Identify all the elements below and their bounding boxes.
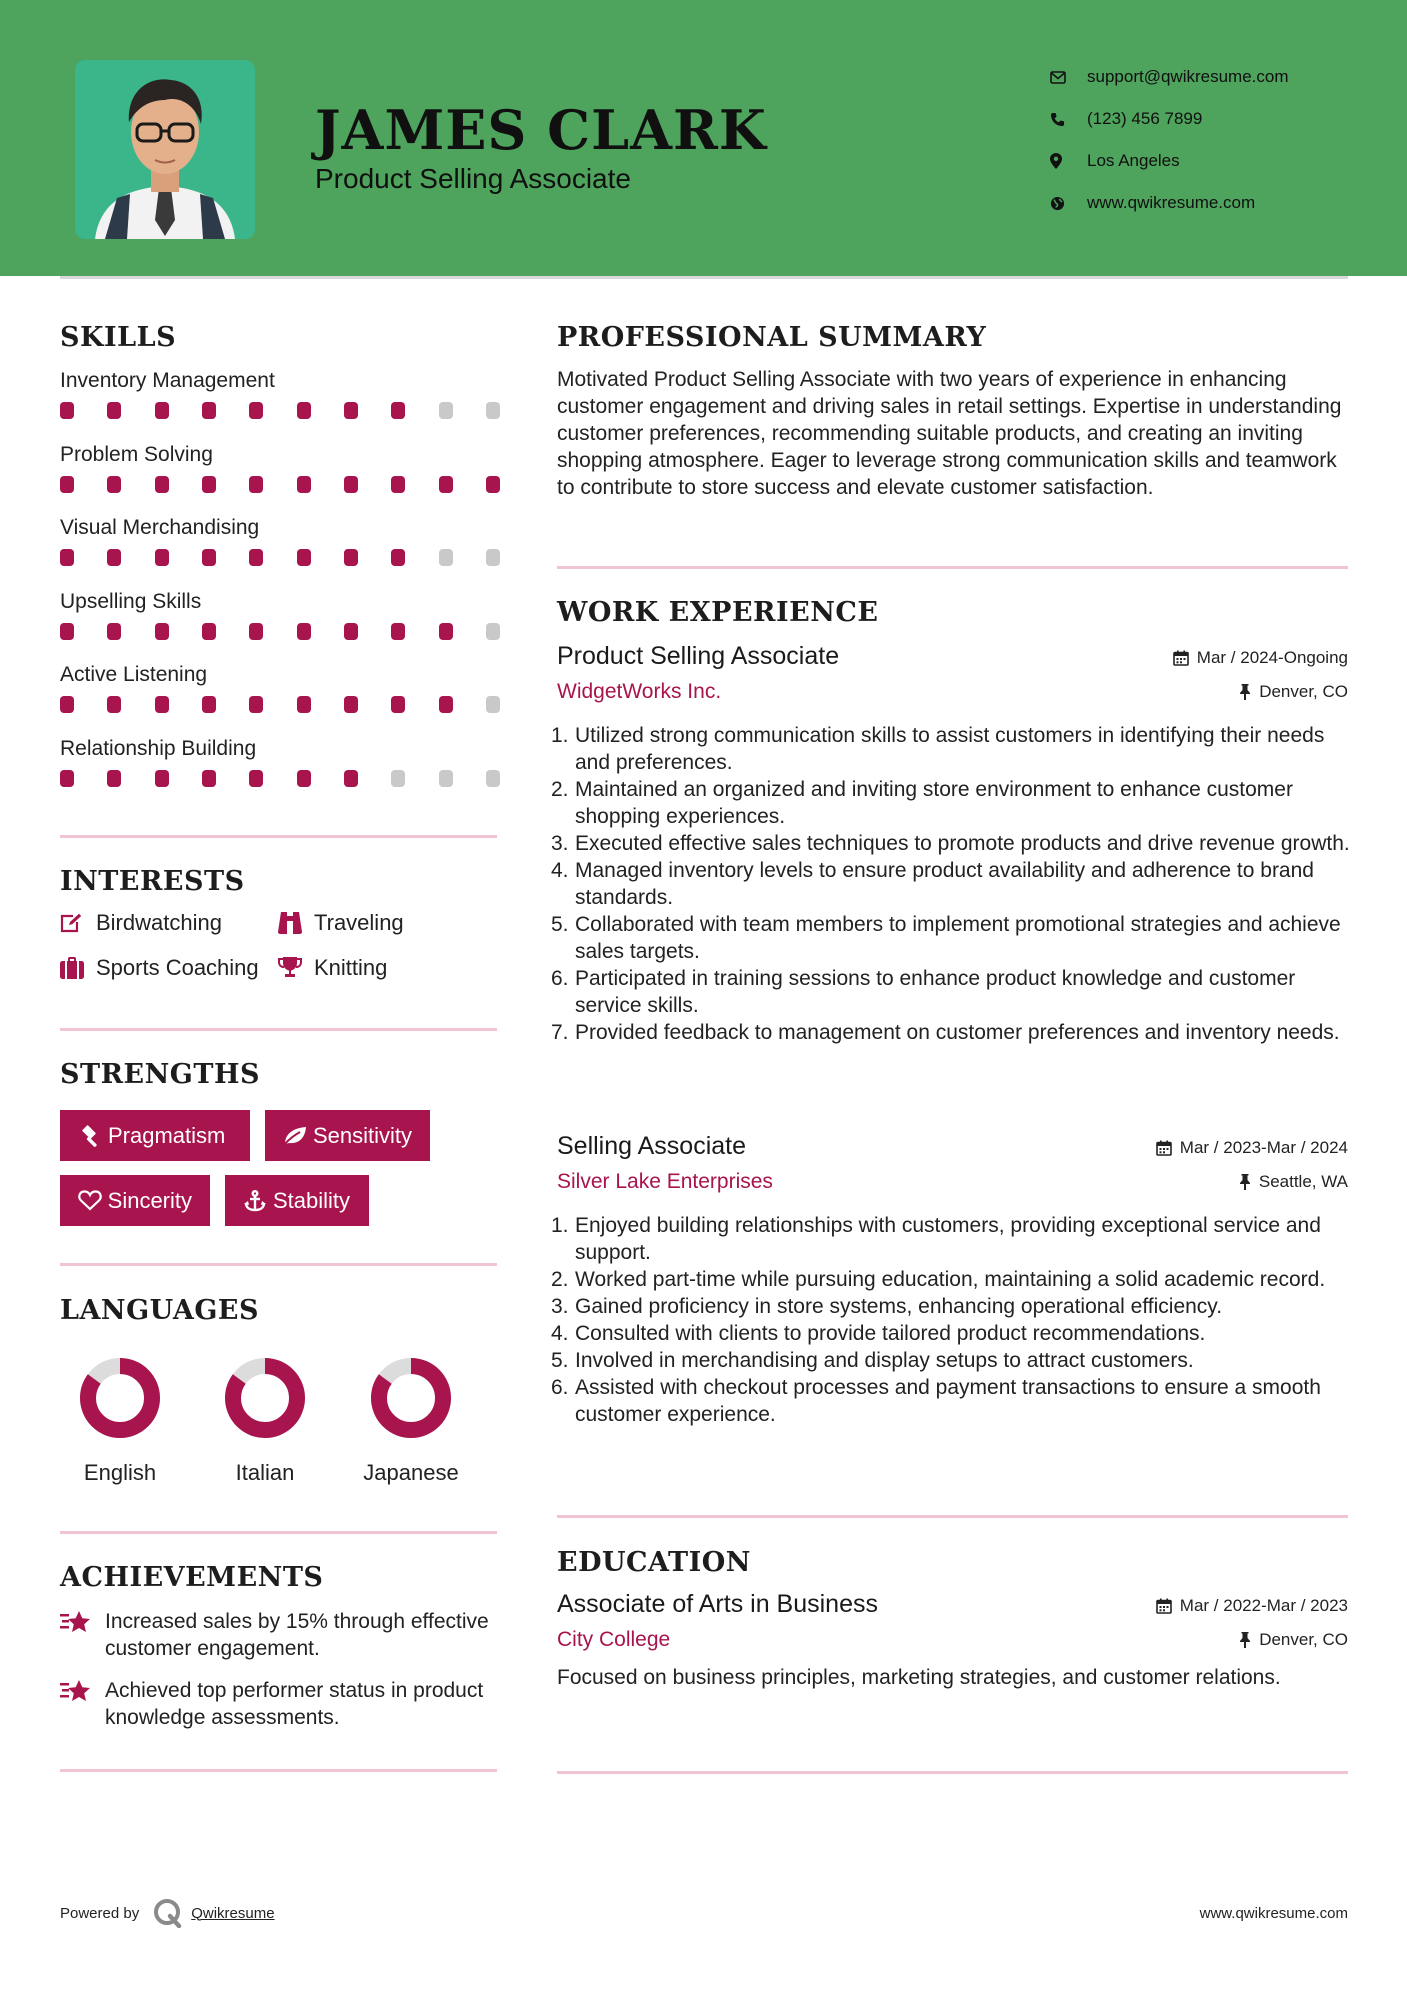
rating-dot: [486, 696, 500, 713]
list-item: 5. Collaborated with team members to implement promotional strategies and achieve sales targets.: [551, 913, 1341, 963]
job-location: [1239, 1172, 1348, 1192]
contact-location: [1050, 140, 1289, 182]
section-divider: [60, 1028, 497, 1031]
rating-dot: [391, 549, 405, 566]
calendar-icon: [1156, 1140, 1172, 1156]
rating-dot: [155, 476, 169, 493]
strength-label: Pragmatism: [108, 1122, 226, 1148]
rating-dot: [344, 476, 358, 493]
job-date-text: Mar / 2024-Ongoing: [1196, 648, 1348, 667]
bullet-text: Worked part-time while pursuing education, maintaining a solid academic record.: [575, 1268, 1326, 1291]
rating-dot: [297, 476, 311, 493]
rating-dot: [202, 696, 216, 713]
rating-dot: [202, 476, 216, 493]
rating-dot: [249, 549, 263, 566]
rating-dot: [155, 402, 169, 419]
rating-dot: [249, 476, 263, 493]
strengths-title: STRENGTHS: [60, 1059, 260, 1090]
star-badge-icon: [60, 1677, 105, 1731]
rating-dot: [60, 623, 74, 640]
trophy-icon: [278, 957, 314, 979]
strength-label: Sensitivity: [312, 1122, 412, 1148]
interest-label: Birdwatching: [96, 910, 222, 935]
interests-title: INTERESTS: [60, 866, 245, 897]
pushpin-icon: [1239, 1174, 1251, 1190]
interest-label: Sports Coaching: [96, 955, 259, 980]
achievement-item: [60, 1677, 500, 1731]
rating-dot: [107, 402, 121, 419]
achievement-text: Achieved top performer status in product knowledge assessments.: [105, 1679, 484, 1729]
list-item: 1. Enjoyed building relationships with customers, providing exceptional service and support.: [551, 1214, 1321, 1264]
languages-title: LANGUAGES: [60, 1295, 259, 1326]
contact-phone-text: (123) 456 7899: [1087, 109, 1203, 128]
resume-header: [0, 0, 1407, 276]
achievements-title: ACHIEVEMENTS: [60, 1562, 324, 1593]
rating-dot: [249, 696, 263, 713]
language-ring: [368, 1355, 454, 1441]
envelope-icon: [1050, 71, 1087, 84]
skill-name: Visual Merchandising: [60, 516, 260, 539]
rating-dot: [155, 770, 169, 787]
pushpin-icon: [1239, 684, 1251, 700]
education-school: City College: [557, 1628, 671, 1651]
job-role: Selling Associate: [557, 1132, 747, 1160]
candidate-name: JAMES CLARK: [315, 98, 767, 162]
bullet-text: Maintained an organized and inviting store environment to enhance customer shopping experiences.: [575, 778, 1293, 828]
interest-item: [60, 955, 259, 981]
job-location: [1239, 682, 1348, 702]
bullet-text: Consulted with clients to provide tailored product recommendations.: [575, 1322, 1206, 1345]
rating-dot: [297, 770, 311, 787]
summary-title: PROFESSIONAL SUMMARY: [557, 322, 987, 353]
section-divider: [557, 566, 1348, 569]
strength-chip: [265, 1110, 430, 1161]
footer-website[interactable]: www.qwikresume.com: [1199, 1905, 1348, 1922]
skill-rating: [60, 696, 500, 713]
interest-label: Knitting: [314, 955, 388, 980]
rating-dot: [107, 696, 121, 713]
rating-dot: [344, 696, 358, 713]
rating-dot: [202, 549, 216, 566]
skill-name: Active Listening: [60, 663, 208, 686]
skill-name: Upselling Skills: [60, 590, 202, 613]
rating-dot: [202, 402, 216, 419]
section-divider: [60, 835, 497, 838]
qwikresume-link[interactable]: Qwikresume: [191, 1904, 275, 1922]
language-item: [195, 1355, 335, 1486]
language-ring: [77, 1355, 163, 1441]
edit-icon: [60, 913, 96, 933]
rating-dot: [297, 549, 311, 566]
rating-dot: [297, 696, 311, 713]
rating-dot: [391, 476, 405, 493]
heart-icon: [72, 1190, 108, 1211]
skill-rating: [60, 549, 500, 566]
education-degree: Associate of Arts in Business: [557, 1590, 878, 1618]
strength-chip: [60, 1175, 210, 1226]
bullet-text: Participated in training sessions to enhance product knowledge and customer service skills.: [575, 967, 1296, 1017]
profile-photo: [75, 60, 255, 239]
list-item: 4. Managed inventory levels to ensure product availability and adherence to brand standards.: [551, 859, 1314, 909]
job-location-text: Seattle, WA: [1258, 1172, 1348, 1191]
leaf-icon: [277, 1126, 313, 1146]
skill-rating: [60, 476, 500, 493]
rating-dot: [202, 623, 216, 640]
job-company: Silver Lake Enterprises: [557, 1170, 773, 1193]
rating-dot: [60, 549, 74, 566]
contact-website-text: www.qwikresume.com: [1087, 193, 1256, 212]
binoculars-icon: [278, 912, 314, 934]
interest-item: [60, 910, 222, 936]
contact-website[interactable]: [1050, 182, 1289, 224]
map-pin-icon: [1050, 153, 1087, 169]
rating-dot: [439, 696, 453, 713]
list-item: 2. Maintained an organized and inviting store environment to enhance customer shopping experiences.: [551, 778, 1293, 828]
skill-item: [60, 734, 500, 787]
star-badge-icon: [60, 1608, 105, 1662]
calendar-icon: [1156, 1598, 1172, 1614]
rating-dot: [439, 476, 453, 493]
calendar-icon: [1173, 650, 1189, 666]
job-bullets: [551, 722, 1352, 1046]
skill-item: [60, 513, 500, 566]
education-location: [1239, 1630, 1348, 1650]
rating-dot: [391, 696, 405, 713]
rating-dot: [60, 770, 74, 787]
rating-dot: [155, 696, 169, 713]
bullet-text: Utilized strong communication skills to assist customers in identifying their needs and preferences.: [575, 724, 1325, 774]
bullet-text: Assisted with checkout processes and payment transactions to ensure a smooth customer experience.: [575, 1376, 1321, 1426]
rating-dot: [391, 623, 405, 640]
rating-dot: [344, 770, 358, 787]
job-bullets: [551, 1212, 1352, 1428]
section-divider: [60, 1263, 497, 1266]
skill-item: [60, 366, 500, 419]
job-date-text: Mar / 2023-Mar / 2024: [1179, 1138, 1348, 1157]
rating-dot: [155, 549, 169, 566]
experience-title: WORK EXPERIENCE: [557, 597, 879, 628]
interest-label: Traveling: [314, 910, 404, 935]
rating-dot: [391, 770, 405, 787]
summary-text: Motivated Product Selling Associate with two years of experience in enhancing customer engagement and driving sales in retail settings. Expertise in understanding customer preferences, recommending suitable products, and creating an inviting shopping atmosphere. Eager to leverage strong communication skills and teamwork to contribute to store success and elevate customer satisfaction.: [557, 368, 1342, 499]
bullet-text: Executed effective sales techniques to promote products and drive revenue growth.: [575, 832, 1350, 855]
bullet-text: Provided feedback to management on customer preferences and inventory needs.: [575, 1021, 1340, 1044]
rating-dot: [60, 696, 74, 713]
section-divider: [557, 1771, 1348, 1774]
list-item: 3. Executed effective sales techniques to promote products and drive revenue growth.: [551, 832, 1350, 855]
rating-dot: [439, 402, 453, 419]
bullet-text: Involved in merchandising and display setups to attract customers.: [575, 1349, 1194, 1372]
skill-item: [60, 440, 500, 493]
rating-dot: [486, 402, 500, 419]
anchor-icon: [237, 1190, 273, 1212]
job-location-text: Denver, CO: [1259, 682, 1348, 701]
rating-dot: [486, 770, 500, 787]
powered-by-text: Powered by: [60, 1904, 140, 1922]
gavel-icon: [72, 1125, 108, 1147]
education-title: EDUCATION: [557, 1547, 751, 1578]
list-item: 3. Gained proficiency in store systems, enhancing operational efficiency.: [551, 1295, 1223, 1318]
bullet-text: Enjoyed building relationships with customers, providing exceptional service and support.: [575, 1214, 1321, 1264]
language-label: English: [83, 1460, 157, 1485]
rating-dot: [486, 476, 500, 493]
rating-dot: [107, 623, 121, 640]
suitcase-icon: [60, 957, 96, 979]
job-date: [1173, 648, 1348, 668]
rating-dot: [297, 402, 311, 419]
rating-dot: [344, 623, 358, 640]
rating-dot: [60, 476, 74, 493]
footer-powered-by: [60, 1898, 275, 1928]
rating-dot: [439, 623, 453, 640]
interest-item: [278, 955, 387, 981]
language-item: [50, 1355, 190, 1486]
rating-dot: [344, 549, 358, 566]
education-description: Focused on business principles, marketing strategies, and customer relations.: [557, 1666, 1281, 1689]
rating-dot: [439, 549, 453, 566]
achievement-item: [60, 1608, 500, 1662]
bullet-text: Managed inventory levels to ensure product availability and adherence to brand standards.: [575, 859, 1314, 909]
language-label: Japanese: [363, 1460, 459, 1485]
skill-name: Problem Solving: [60, 443, 213, 466]
rating-dot: [439, 770, 453, 787]
strength-label: Sincerity: [107, 1187, 192, 1213]
contact-email-text: support@qwikresume.com: [1087, 67, 1289, 86]
job-date: [1156, 1138, 1348, 1158]
rating-dot: [155, 623, 169, 640]
list-item: 2. Worked part-time while pursuing education, maintaining a solid academic record.: [551, 1268, 1326, 1291]
language-ring: [222, 1355, 308, 1441]
list-item: 5. Involved in merchandising and display setups to attract customers.: [551, 1349, 1194, 1372]
list-item: 4. Consulted with clients to provide tailored product recommendations.: [551, 1322, 1206, 1345]
skill-name: Relationship Building: [60, 737, 257, 760]
rating-dot: [344, 402, 358, 419]
contact-location-text: Los Angeles: [1087, 151, 1180, 170]
skill-name: Inventory Management: [60, 369, 275, 392]
header-divider: [60, 276, 1348, 279]
strength-chip: [60, 1110, 250, 1161]
contact-phone[interactable]: [1050, 98, 1289, 140]
list-item: 1. Utilized strong communication skills to assist customers in identifying their needs and preferences.: [551, 724, 1325, 774]
language-label: Italian: [235, 1460, 295, 1485]
job-role: Product Selling Associate: [557, 642, 840, 670]
contact-list: [1050, 56, 1289, 224]
list-item: 6. Assisted with checkout processes and payment transactions to ensure a smooth customer experience.: [551, 1376, 1321, 1426]
section-divider: [60, 1769, 497, 1772]
rating-dot: [297, 623, 311, 640]
rating-dot: [486, 549, 500, 566]
list-item: 6. Participated in training sessions to enhance product knowledge and customer service skills.: [551, 967, 1296, 1017]
section-divider: [557, 1515, 1348, 1518]
candidate-title: Product Selling Associate: [315, 163, 631, 194]
strength-label: Stability: [273, 1187, 351, 1213]
skill-rating: [60, 623, 500, 640]
rating-dot: [391, 402, 405, 419]
contact-email[interactable]: [1050, 56, 1289, 98]
interest-item: [278, 910, 404, 936]
achievement-text: Increased sales by 15% through effective customer engagement.: [105, 1610, 489, 1660]
strength-chip: [225, 1175, 369, 1226]
skills-title: SKILLS: [60, 322, 177, 353]
rating-dot: [107, 476, 121, 493]
rating-dot: [202, 770, 216, 787]
rating-dot: [107, 549, 121, 566]
skill-rating: [60, 402, 500, 419]
skill-rating: [60, 770, 500, 787]
bullet-text: Collaborated with team members to implement promotional strategies and achieve sales targets.: [575, 913, 1341, 963]
qwikresume-logo-icon: [153, 1898, 183, 1928]
phone-icon: [1050, 112, 1087, 127]
rating-dot: [249, 770, 263, 787]
education-location-text: Denver, CO: [1259, 1630, 1348, 1649]
rating-dot: [486, 623, 500, 640]
skill-item: [60, 660, 500, 713]
education-date: [1156, 1596, 1348, 1616]
globe-icon: [1050, 196, 1087, 211]
education-date-text: Mar / 2022-Mar / 2023: [1179, 1596, 1348, 1615]
rating-dot: [249, 402, 263, 419]
job-company: WidgetWorks Inc.: [557, 680, 722, 703]
list-item: 7. Provided feedback to management on customer preferences and inventory needs.: [551, 1021, 1340, 1044]
rating-dot: [60, 402, 74, 419]
bullet-text: Gained proficiency in store systems, enhancing operational efficiency.: [575, 1295, 1223, 1318]
rating-dot: [249, 623, 263, 640]
skill-item: [60, 587, 500, 640]
section-divider: [60, 1531, 497, 1534]
pushpin-icon: [1239, 1632, 1251, 1648]
rating-dot: [107, 770, 121, 787]
language-item: [341, 1355, 481, 1486]
